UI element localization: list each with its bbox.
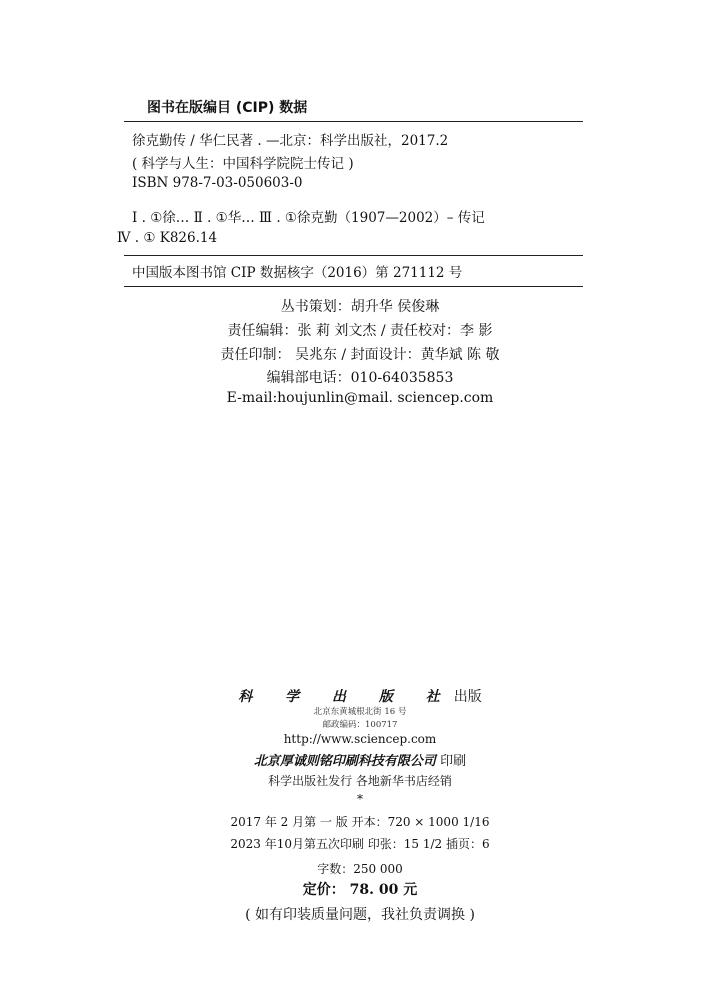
printer-name: 北京厚诚则铭印刷科技有限公司 xyxy=(253,754,436,769)
word-count: 字数：250 000 xyxy=(317,862,403,876)
divider xyxy=(124,286,583,287)
publisher-address: 北京东黄城根北街 16 号 xyxy=(313,707,407,717)
divider xyxy=(124,121,583,122)
cip-record-number: 中国版本图书馆 CIP 数据核字（2016）第 271112 号 xyxy=(132,265,463,281)
printing-info: 2023 年10月第五次印刷 印张：15 1/2 插页：6 xyxy=(230,837,490,851)
cip-isbn: ISBN 978-7-03-050603-0 xyxy=(132,175,303,191)
distribution: 科学出版社发行 各地新华书店经销 xyxy=(268,774,452,788)
editors: 责任编辑：张 莉 刘文杰 / 责任校对：李 影 xyxy=(227,323,493,339)
cip-classification: Ⅰ . ①徐… Ⅱ . ①华… Ⅲ . ①徐克勤（1907—2002）– 传记 xyxy=(132,210,485,226)
publisher-name: 科 学 出 版 社 xyxy=(238,689,454,705)
printer-suffix: 印刷 xyxy=(440,754,467,769)
cip-bibliographic-line: 徐克勤传 / 华仁民著 . —北京：科学出版社，2017.2 xyxy=(132,133,449,149)
publisher-line xyxy=(0,686,720,706)
cip-title: 图书在版编目 (CIP) 数据 xyxy=(147,100,308,116)
printer-line xyxy=(0,750,720,769)
price: 定价： 78. 00 元 xyxy=(302,882,418,898)
website: http://www.sciencep.com xyxy=(283,732,437,746)
email: E-mail:houjunlin@mail. sciencep.com xyxy=(226,390,494,406)
editorial-phone: 编辑部电话：010-64035853 xyxy=(266,370,454,386)
postcode: 邮政编码：100717 xyxy=(322,720,398,730)
cip-classification-number: Ⅳ . ① K826.14 xyxy=(117,230,218,246)
printing-design: 责任印制： 吴兆东 / 封面设计：黄华斌 陈 敬 xyxy=(220,347,500,363)
publisher-suffix: 出版 xyxy=(453,689,482,705)
series-planning: 丛书策划：胡升华 侯俊琳 xyxy=(280,299,440,315)
divider xyxy=(124,255,583,256)
quality-notice: ( 如有印装质量问题，我社负责调换 ) xyxy=(245,907,475,923)
cip-series-line: ( 科学与人生：中国科学院院士传记 ) xyxy=(132,156,354,172)
edition-format: 2017 年 2 月第 一 版 开本：720 × 1000 1/16 xyxy=(230,815,490,829)
separator-star: * xyxy=(357,792,363,806)
